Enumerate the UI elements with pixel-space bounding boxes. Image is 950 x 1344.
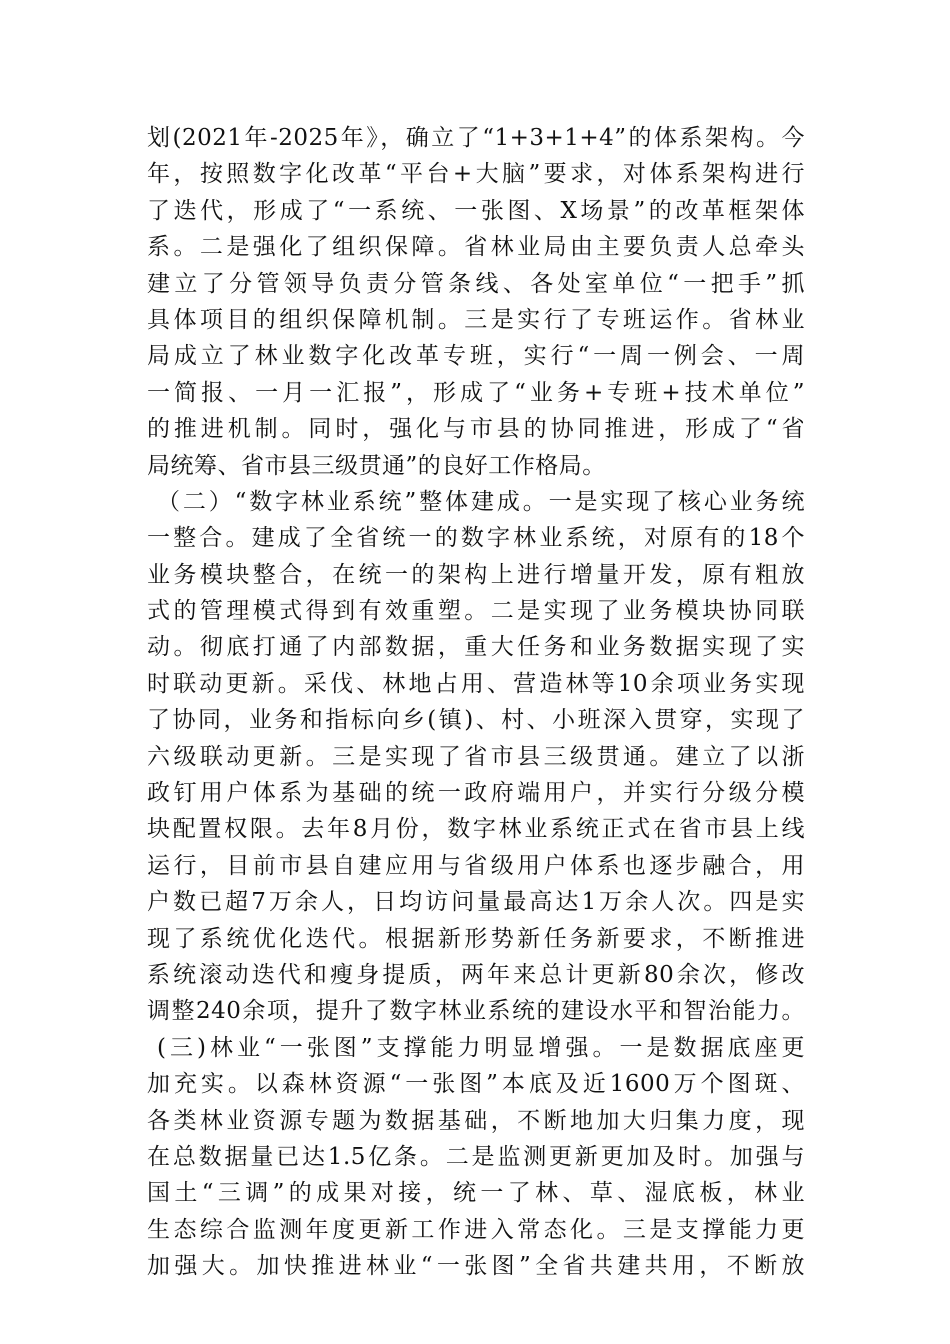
text-line: 加强大。加快推进林业“一张图”全省共建共用，不断放 (147, 1253, 805, 1280)
text-line: 政钉用户体系为基础的统一政府端用户，并实行分级分模 (147, 780, 805, 807)
text-line: 六级联动更新。三是实现了省市县三级贯通。建立了以浙 (147, 743, 805, 770)
text-line: 生态综合监测年度更新工作进入常态化。三是支撑能力更 (147, 1216, 805, 1243)
text-line: 系。二是强化了组织保障。省林业局由主要负责人总牵头 (147, 234, 805, 261)
text-line: 一整合。建成了全省统一的数字林业系统，对原有的18个 (147, 525, 805, 552)
text-line: 户数已超7万余人，日均访问量最高达1万余人次。四是实 (147, 889, 805, 916)
text-line: 式的管理模式得到有效重塑。二是实现了业务模块协同联 (147, 598, 805, 625)
text-line: 划(2021年-2025年》，确立了“1+3+1+4”的体系架构。今 (147, 125, 805, 151)
text-line: 块配置权限。去年8月份，数字林业系统正式在省市县上线 (147, 816, 805, 843)
text-line: 建立了分管领导负责分管条线、各处室单位“一把手”抓 (147, 270, 805, 297)
text-line: 在总数据量已达1.5亿条。二是监测更新更加及时。加强与 (147, 1143, 805, 1170)
text-line: 年，按照数字化改革“平台+大脑”要求，对体系架构进行 (147, 161, 805, 188)
text-line: 一简报、一月一汇报”，形成了“业务+专班+技术单位” (147, 379, 805, 406)
text-line: 国土“三调”的成果对接，统一了林、草、湿底板，林业 (147, 1180, 805, 1207)
text-line: 局成立了林业数字化改革专班，实行“一周一例会、一周 (147, 343, 805, 370)
section-heading-line: （二）“数字林业系统”整体建成。一是实现了核心业务统 (157, 488, 805, 515)
text-line: 各类林业资源专题为数据基础，不断地加大归集力度，现 (147, 1107, 805, 1134)
document-body (147, 120, 805, 1285)
text-line: 了协同，业务和指标向乡(镇)、村、小班深入贯穿，实现了 (147, 707, 805, 734)
text-line: 现了系统优化迭代。根据新形势新任务新要求，不断推进 (147, 925, 805, 952)
text-line: 加充实。以森林资源“一张图”本底及近1600万个图斑、 (147, 1071, 805, 1098)
paragraph-end-line: 调整240余项，提升了数字林业系统的建设水平和智治能力。 (147, 998, 805, 1025)
text-line: 运行，目前市县自建应用与省级用户体系也逐步融合，用 (147, 852, 805, 879)
text-line: 业务模块整合，在统一的架构上进行增量开发，原有粗放 (147, 561, 805, 588)
text-line: 时联动更新。采伐、林地占用、营造林等10余项业务实现 (147, 670, 805, 697)
text-line: 具体项目的组织保障机制。三是实行了专班运作。省林业 (147, 306, 805, 333)
paragraph-end-line: 局统筹、省市县三级贯通”的良好工作格局。 (147, 452, 606, 479)
text-line: 动。彻底打通了内部数据，重大任务和业务数据实现了实 (147, 634, 805, 661)
section-heading-line: (三)林业“一张图”支撑能力明显增强。一是数据底座更 (157, 1034, 805, 1061)
text-line: 系统滚动迭代和瘦身提质，两年来总计更新80余次，修改 (147, 961, 805, 988)
text-line: 的推进机制。同时，强化与市县的协同推进，形成了“省 (147, 416, 805, 443)
text-line: 了迭代，形成了“一系统、一张图、X场景”的改革框架体 (147, 197, 805, 224)
